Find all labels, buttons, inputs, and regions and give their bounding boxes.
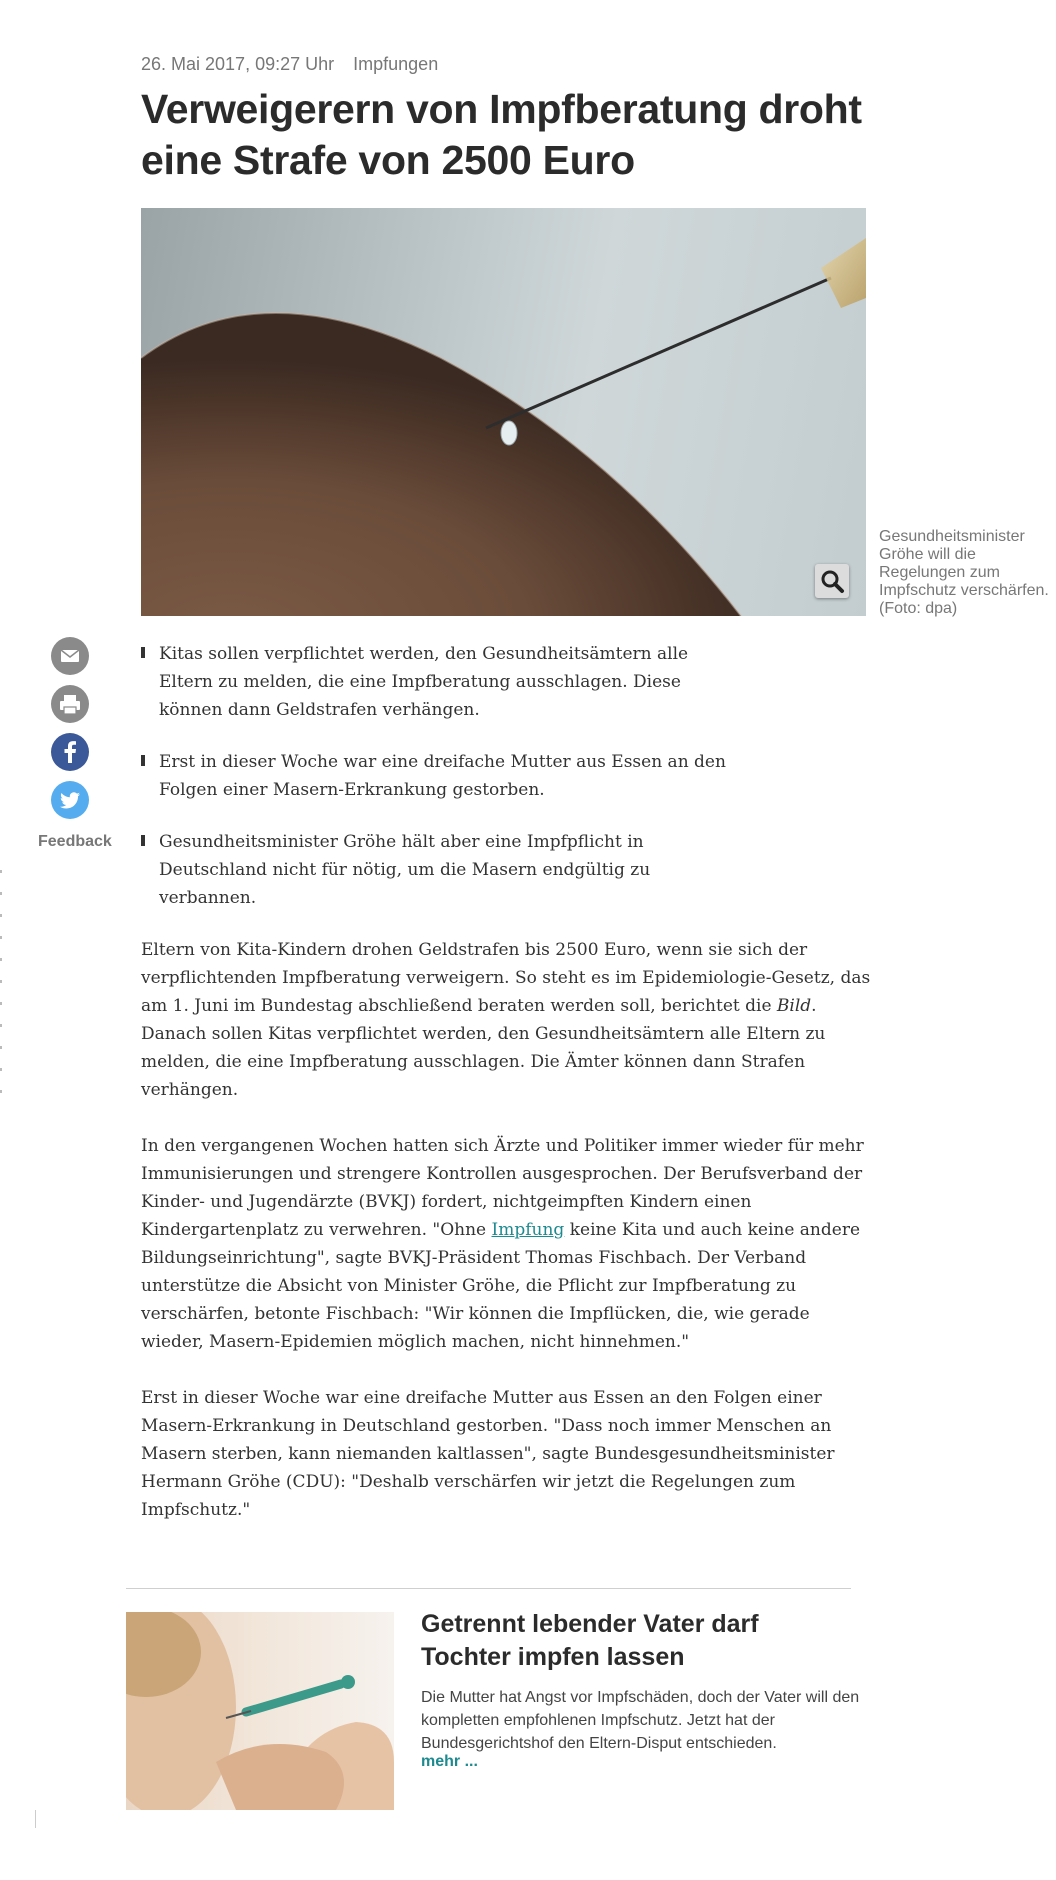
article-date: 26. Mai 2017, 09:27 Uhr — [141, 54, 335, 74]
magnifier-icon — [815, 564, 849, 598]
syringe-photo — [141, 208, 866, 616]
page-edge-marker — [0, 870, 2, 1100]
article-category[interactable]: Impfungen — [353, 54, 439, 74]
share-twitter-button[interactable] — [51, 781, 89, 819]
printer-icon — [51, 685, 89, 723]
facebook-icon — [51, 733, 89, 771]
article-hero-image[interactable] — [141, 208, 866, 616]
paragraph: Erst in dieser Woche war eine dreifache Mutter aus Essen an den Folgen einer Masern-Erkrankung in Deutschland gestorben. "Dass noch immer Menschen an Masern sterben, kann niemanden kaltlassen", sagte Bundesgesundheitsminister Hermann Gröhe (CDU): "Deshalb verschärfen wir jetzt die Regelungen zum Impfschutz." — [141, 1388, 835, 1520]
section-divider — [126, 1588, 851, 1589]
paragraph: Eltern von Kita-Kindern drohen Geldstrafen bis 2500 Euro, wenn sie sich der verpflichtenden Impfberatung verweigern. So steht es im Epidemiologie-Gesetz, das am 1. Juni im Bundestag abschließend beraten werden soll, berichtet die Bild. Danach sollen Kitas verpflichtet werden, den Gesundheitsämtern alle Eltern zu melden, die eine Impfberatung ausschlagen. Die Ämter können dann Strafen verhängen. — [141, 940, 871, 1100]
summary-bullets — [141, 640, 731, 936]
impfung-link[interactable]: Impfung — [491, 1220, 565, 1240]
share-email-button[interactable] — [51, 637, 89, 675]
paragraph: In den vergangenen Wochen hatten sich Ärzte und Politiker immer wieder für mehr Immunisierungen und strengere Kontrollen ausgesprochen. Der Berufsverband der Kinder- und Jugendärzte (BVKJ) fordert, nichtgeimpften Kindern einen Kindergartenplatz zu verwehren. "Ohne Impfung keine Kita und auch keine andere Bildungseinrichtung", sagte BVKJ-Präsident Thomas Fischbach. Der Verband unterstütze die Absicht von Minister Gröhe, die Pflicht zur Impfberatung zu verschärfen, betonte Fischbach: "Wir können die Impflücken, die, wie gerade wieder, Masern-Epidemien möglich machen, nicht hinnehmen." — [141, 1136, 864, 1352]
share-facebook-button[interactable] — [51, 733, 89, 771]
share-print-button[interactable] — [51, 685, 89, 723]
vaccination-photo — [126, 1612, 394, 1810]
article-headline: Verweigerern von Impfberatung droht eine Strafe von 2500 Euro — [141, 86, 862, 183]
page-bottom-marker — [35, 1810, 36, 1828]
list-item: Kitas sollen verpflichtet werden, den Gesundheitsämtern alle Eltern zu melden, die eine Impfberatung ausschlagen. Diese können dann Geldstrafen verhängen. — [141, 640, 731, 724]
article-meta — [141, 54, 438, 75]
teaser-text: Die Mutter hat Angst vor Impfschäden, doch der Vater will den kompletten empfohlenen Impfschutz. Jetzt hat der Bundesgerichtshof den Eltern-Disput entschieden. — [421, 1689, 860, 1752]
mail-icon — [51, 637, 89, 675]
teaser-title[interactable]: Getrennt lebender Vater darf Tochter impfen lassen — [421, 1610, 759, 1671]
twitter-icon — [51, 781, 89, 819]
teaser-image[interactable] — [126, 1612, 394, 1810]
zoom-button[interactable] — [815, 564, 849, 598]
feedback-link[interactable]: Feedback — [38, 833, 112, 850]
article-body — [141, 936, 871, 1552]
list-item: Erst in dieser Woche war eine dreifache Mutter aus Essen an den Folgen einer Masern-Erkrankung gestorben. — [141, 748, 731, 804]
teaser-more-link[interactable]: mehr ... — [421, 1753, 478, 1770]
list-item: Gesundheitsminister Gröhe hält aber eine Impfpflicht in Deutschland nicht für nötig, um die Masern endgültig zu verbannen. — [141, 828, 731, 912]
image-caption: Gesundheitsminister Gröhe will die Regelungen zum Impfschutz verschärfen. (Foto: dpa) — [879, 528, 1049, 617]
